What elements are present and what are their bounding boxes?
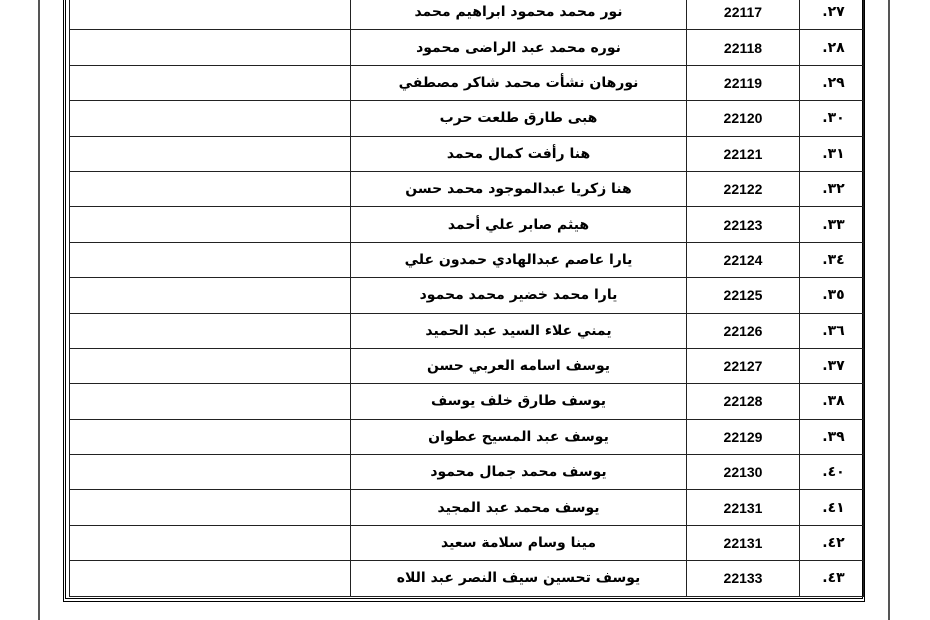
blank-cell	[70, 455, 351, 490]
table-row	[70, 65, 864, 100]
student-code-cell: 22120	[687, 101, 800, 136]
row-number: ٤٠.	[822, 464, 845, 481]
student-name-cell: يارا عاصم عبدالهادي حمدون علي	[351, 242, 687, 277]
row-number-cell	[800, 171, 864, 206]
student-name-cell: يوسف محمد جمال محمود	[351, 455, 687, 490]
student-name-cell: يوسف محمد عبد المجيد	[351, 490, 687, 525]
student-code-cell: 22127	[687, 348, 800, 383]
student-name-cell: مينا وسام سلامة سعيد	[351, 525, 687, 560]
row-number: ٢٨.	[822, 39, 845, 56]
table-row	[70, 242, 864, 277]
row-number: ٣٠.	[822, 110, 845, 127]
student-name-cell: هنا رأفت كمال محمد	[351, 136, 687, 171]
row-number: ٣٤.	[822, 251, 845, 268]
table-row	[70, 171, 864, 206]
row-number-cell	[800, 278, 864, 313]
blank-cell	[70, 65, 351, 100]
student-code-cell: 22131	[687, 490, 800, 525]
row-number: ٣١.	[822, 145, 845, 162]
table-row	[70, 136, 864, 171]
table-row	[70, 419, 864, 454]
blank-cell	[70, 0, 351, 30]
row-number-cell	[800, 419, 864, 454]
row-number-cell	[800, 30, 864, 65]
row-number-cell	[800, 101, 864, 136]
row-number-cell	[800, 242, 864, 277]
row-number-cell	[800, 455, 864, 490]
row-number: ٣٣.	[822, 216, 845, 233]
student-name-cell: يوسف اسامه العربي حسن	[351, 348, 687, 383]
row-number-cell	[800, 348, 864, 383]
blank-cell	[70, 384, 351, 419]
student-code-cell: 22123	[687, 207, 800, 242]
row-number-cell	[800, 490, 864, 525]
student-code-cell: 22133	[687, 561, 800, 596]
blank-cell	[70, 278, 351, 313]
row-number-cell	[800, 384, 864, 419]
blank-cell	[70, 348, 351, 383]
row-number-cell	[800, 313, 864, 348]
row-number: ٤٣.	[822, 570, 845, 587]
student-name-cell: نوره محمد عبد الراضى محمود	[351, 30, 687, 65]
student-code-cell: 22124	[687, 242, 800, 277]
student-name-cell: نورهان نشأت محمد شاكر مصطفي	[351, 65, 687, 100]
student-code-cell: 22128	[687, 384, 800, 419]
blank-cell	[70, 242, 351, 277]
blank-cell	[70, 490, 351, 525]
blank-cell	[70, 30, 351, 65]
student-code-cell: 22129	[687, 419, 800, 454]
table-row	[70, 525, 864, 560]
row-number-cell	[800, 207, 864, 242]
row-number: ٣٩.	[822, 428, 845, 445]
student-name-cell: يوسف طارق خلف يوسف	[351, 384, 687, 419]
blank-cell	[70, 171, 351, 206]
table-row	[70, 348, 864, 383]
row-number: ٢٩.	[822, 74, 845, 91]
student-code-cell: 22126	[687, 313, 800, 348]
student-code-cell: 22119	[687, 65, 800, 100]
student-code-cell: 22130	[687, 455, 800, 490]
row-number: ٣٨.	[822, 393, 845, 410]
page-edge-left	[38, 0, 40, 620]
student-name-cell: يارا محمد خضير محمد محمود	[351, 278, 687, 313]
table-row	[70, 455, 864, 490]
table-row	[70, 30, 864, 65]
blank-cell	[70, 313, 351, 348]
student-name-cell: نور محمد محمود ابراهيم محمد	[351, 0, 687, 30]
row-number: ٣٥.	[822, 287, 845, 304]
blank-cell	[70, 207, 351, 242]
table-row	[70, 384, 864, 419]
blank-cell	[70, 101, 351, 136]
row-number-cell	[800, 561, 864, 596]
row-number: ٣٦.	[822, 322, 845, 339]
table-row	[70, 313, 864, 348]
row-number: ٣٢.	[822, 181, 845, 198]
row-number: ٤٢.	[822, 535, 845, 552]
page-edge-right	[888, 0, 890, 620]
row-number-cell	[800, 0, 864, 30]
table-row	[70, 490, 864, 525]
blank-cell	[70, 525, 351, 560]
student-code-cell: 22121	[687, 136, 800, 171]
student-code-cell: 22117	[687, 0, 800, 30]
student-code-cell: 22125	[687, 278, 800, 313]
student-code-cell: 22131	[687, 525, 800, 560]
student-code-cell: 22118	[687, 30, 800, 65]
row-number: ٣٧.	[822, 358, 845, 375]
row-number-cell	[800, 65, 864, 100]
table-row	[70, 101, 864, 136]
blank-cell	[70, 136, 351, 171]
student-roster-table	[69, 0, 864, 597]
table-row	[70, 0, 864, 30]
blank-cell	[70, 419, 351, 454]
table-row	[70, 207, 864, 242]
student-name-cell: هنا زكريا عبدالموجود محمد حسن	[351, 171, 687, 206]
row-number-cell	[800, 136, 864, 171]
student-name-cell: يمني علاء السيد عبد الحميد	[351, 313, 687, 348]
blank-cell	[70, 561, 351, 596]
row-number-cell	[800, 525, 864, 560]
table-row	[70, 278, 864, 313]
student-name-cell: هيثم صابر علي أحمد	[351, 207, 687, 242]
student-code-cell: 22122	[687, 171, 800, 206]
roster-body	[70, 0, 864, 596]
student-name-cell: يوسف عبد المسيح عطوان	[351, 419, 687, 454]
row-number: ٤١.	[822, 499, 845, 516]
student-name-cell: يوسف تحسين سيف النصر عبد اللاه	[351, 561, 687, 596]
row-number: ٢٧.	[822, 4, 845, 21]
student-name-cell: هبى طارق طلعت حرب	[351, 101, 687, 136]
table-row	[70, 561, 864, 596]
